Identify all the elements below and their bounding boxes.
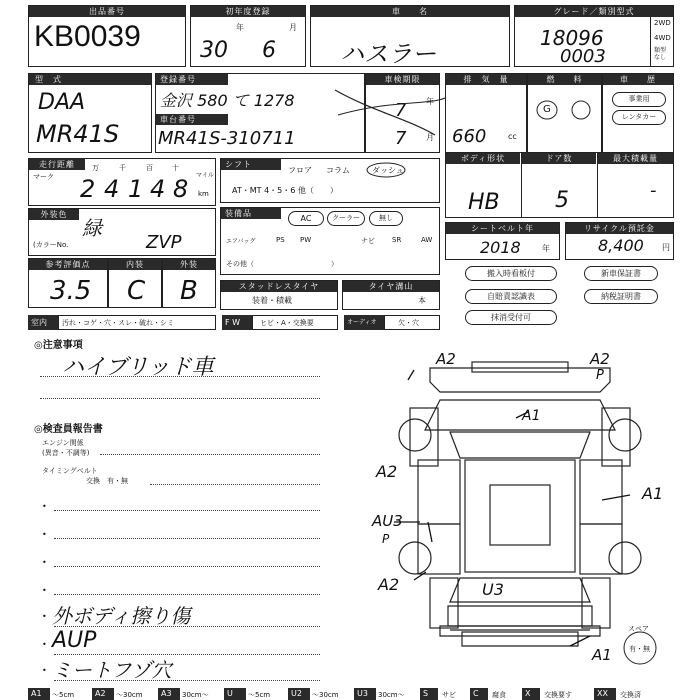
history-label: 車 歴 bbox=[603, 74, 673, 85]
grade-label: グレード／類別型式 bbox=[515, 6, 673, 17]
color-code-label: (カラーNo. bbox=[33, 241, 69, 249]
report-handwritten-2: AUP bbox=[52, 628, 97, 653]
doc-cancel: 抹消受付可 bbox=[465, 310, 557, 325]
spare-label: スペア bbox=[628, 625, 649, 633]
notes-line-2 bbox=[40, 398, 320, 399]
bullet-5: • bbox=[42, 612, 47, 621]
bullet-6: • bbox=[42, 640, 47, 649]
mark-front-right: A2 bbox=[590, 350, 610, 368]
report-line-7 bbox=[54, 680, 320, 681]
lot-number: KB0039 bbox=[34, 20, 141, 53]
mileage-label: 走行距離 bbox=[29, 159, 85, 170]
fw-label: F W bbox=[222, 315, 252, 330]
legend-a2: A2 bbox=[92, 688, 114, 700]
load-label: 最大積載量 bbox=[598, 153, 673, 164]
shift-opt-column: コラム bbox=[326, 166, 350, 175]
legend-u2: U2 bbox=[288, 688, 310, 700]
report-line-3 bbox=[54, 566, 320, 567]
equip-pw: PW bbox=[300, 236, 312, 244]
studless-label: スタッドレスタイヤ bbox=[221, 281, 337, 292]
equip-other: その他（ ） bbox=[226, 260, 338, 268]
legend-a1: A1 bbox=[28, 688, 50, 700]
shift-opt-floor: フロア bbox=[288, 166, 312, 175]
grade-value-1: 18096 bbox=[540, 26, 604, 50]
bullet-3: • bbox=[42, 558, 47, 567]
mileage-unit-km: km bbox=[198, 190, 209, 198]
legend-a2-desc: ～30cm bbox=[116, 691, 143, 699]
color-label: 外装色 bbox=[29, 209, 79, 220]
equip-ac: AC bbox=[288, 211, 324, 226]
mileage-unit-10k: 万 bbox=[92, 164, 99, 172]
grade-value-2: 0003 bbox=[560, 46, 606, 67]
first-reg-year-unit: 年 bbox=[236, 23, 244, 32]
mileage-digit-5: 8 bbox=[173, 175, 189, 203]
bullet-2: • bbox=[42, 530, 47, 539]
history-business: 事業用 bbox=[612, 92, 666, 107]
engine-label: エンジン関係 (異音・不調等) bbox=[42, 439, 90, 457]
reg-label: 登録番号 bbox=[156, 74, 228, 85]
timing-value: 交換 有・無 bbox=[86, 477, 128, 485]
car-name-label: 車 名 bbox=[311, 6, 509, 17]
legend-x-desc: 交換要す bbox=[544, 691, 572, 699]
body-value: HB bbox=[468, 190, 500, 215]
model-label: 型 式 bbox=[29, 74, 151, 85]
notes-title: ◎注意事項 bbox=[34, 340, 83, 351]
equip-aw: AW bbox=[421, 236, 433, 244]
inspection-label: 車検期限 bbox=[366, 74, 439, 85]
legend-xx-desc: 交換済 bbox=[620, 691, 641, 699]
doc-insurance: 自賠責認識表 bbox=[465, 289, 557, 304]
fuel-circle bbox=[534, 98, 560, 122]
interior-notes-label: 室内 bbox=[28, 315, 58, 330]
shift-label: シフト bbox=[221, 159, 281, 170]
report-handwritten-1: 外ボディ擦り傷 bbox=[52, 604, 191, 628]
first-reg-month-unit: 月 bbox=[289, 23, 297, 32]
reg-value: 金沢 580 て 1278 bbox=[160, 91, 295, 110]
car-name-value: ハスラー bbox=[340, 40, 436, 68]
mark-left-door: AU3 bbox=[372, 512, 403, 530]
fuel-label: 燃 料 bbox=[528, 74, 601, 85]
legend-xx: XX bbox=[594, 688, 616, 700]
seatbelt-unit: 年 bbox=[542, 244, 550, 253]
report-handwritten-3: ミートフゾ穴 bbox=[52, 658, 172, 682]
equip-airbag: エアバッグ bbox=[226, 238, 256, 245]
score-value: 3.5 bbox=[50, 276, 92, 306]
mileage-unit-100: 百 bbox=[146, 164, 153, 172]
mark-right-door: A1 bbox=[642, 484, 664, 503]
mark-front-right-p: P bbox=[596, 368, 604, 383]
legend-u3-desc: 30cm～ bbox=[378, 691, 405, 699]
mark-rear-bumper: A1 bbox=[592, 646, 612, 664]
equipment-label: 装備品 bbox=[221, 208, 281, 219]
report-line-4 bbox=[54, 594, 320, 595]
recycle-value: 8,400 bbox=[598, 236, 644, 255]
equip-navi: ナビ bbox=[361, 237, 375, 245]
first-reg-month: 6 bbox=[262, 38, 276, 63]
doc-warranty: 新車保証書 bbox=[584, 266, 658, 281]
legend-x: X bbox=[522, 688, 540, 700]
chassis-value: MR41S-310711 bbox=[158, 128, 296, 149]
mark-hood: A1 bbox=[522, 408, 541, 424]
legend-a3: A3 bbox=[158, 688, 180, 700]
legend-a1-desc: ～5cm bbox=[52, 691, 75, 699]
interior-label: 内装 bbox=[109, 259, 161, 270]
inspection-month-unit: 月 bbox=[426, 133, 434, 142]
doors-value: 5 bbox=[555, 188, 569, 213]
displacement-value: 660 bbox=[452, 126, 487, 147]
legend-s-desc: サビ bbox=[442, 691, 456, 699]
score-label: 参考評価点 bbox=[29, 259, 107, 270]
mileage-unit-1k: 千 bbox=[119, 164, 126, 172]
body-div-1 bbox=[521, 153, 522, 217]
mileage-unit-10: 十 bbox=[172, 164, 179, 172]
displacement-unit: cc bbox=[508, 132, 517, 141]
spare-value: 有・無 bbox=[629, 645, 650, 653]
legend-c: C bbox=[470, 688, 488, 700]
load-value: - bbox=[650, 180, 657, 201]
inspection-strike-mark bbox=[330, 80, 450, 140]
mileage-digit-1: 2 bbox=[80, 175, 96, 203]
shift-opt-dash: ダッシュ bbox=[372, 166, 404, 175]
body-div-2 bbox=[597, 153, 598, 217]
mark-left-door-p: P bbox=[382, 532, 390, 546]
inspection-value-1: 7 bbox=[395, 100, 407, 121]
color-value: 緑 bbox=[82, 216, 102, 240]
doc-tax: 納税証明書 bbox=[584, 289, 658, 304]
recycle-label: リサイクル預託金 bbox=[566, 223, 673, 234]
model-value-1: DAA bbox=[38, 90, 86, 115]
fw-value: ヒビ・A・交換要 bbox=[260, 319, 314, 327]
tire-unit: 本 bbox=[418, 296, 426, 305]
equip-none: 無し bbox=[369, 211, 403, 226]
chassis-label: 車台番号 bbox=[156, 114, 228, 125]
timing-line bbox=[150, 484, 320, 485]
first-reg-year: 30 bbox=[200, 38, 228, 63]
mileage-digit-2: 4 bbox=[104, 175, 120, 203]
notes-value: ハイブリッド車 bbox=[62, 355, 214, 380]
mileage-digit-3: 1 bbox=[128, 175, 144, 203]
legend-u-desc: ～5cm bbox=[248, 691, 271, 699]
grade-2wd: 2WD bbox=[654, 19, 671, 27]
seatbelt-label: シートベルト年 bbox=[446, 223, 559, 234]
equip-ps: PS bbox=[276, 236, 285, 244]
bullet-7: • bbox=[42, 666, 47, 675]
body-label: ボディ形状 bbox=[446, 153, 520, 164]
legend-u2-desc: ～30cm bbox=[312, 691, 339, 699]
engine-line bbox=[100, 454, 320, 455]
legend-s: S bbox=[420, 688, 438, 700]
legend-u: U bbox=[224, 688, 246, 700]
bullet-4: • bbox=[42, 586, 47, 595]
report-line-2 bbox=[54, 538, 320, 539]
inspection-value-2: 7 bbox=[395, 128, 407, 149]
shift-circle bbox=[365, 161, 407, 179]
first-reg-label: 初年度登録 bbox=[191, 6, 305, 17]
mark-front-left: A2 bbox=[436, 350, 456, 368]
mark-rear: U3 bbox=[482, 580, 504, 599]
legend-u3: U3 bbox=[354, 688, 376, 700]
legend-c-desc: 腐食 bbox=[492, 691, 506, 699]
timing-label: タイミングベルト bbox=[42, 467, 98, 475]
exterior-value: B bbox=[180, 276, 198, 306]
grade-none: 類型 なし bbox=[654, 47, 667, 61]
odometer-value: 欠・穴 bbox=[398, 319, 419, 327]
doc-signboard: 搬入時看板付 bbox=[465, 266, 557, 281]
report-title: ◎検査員報告書 bbox=[34, 424, 103, 435]
mileage-unit-mile: マイル bbox=[196, 172, 214, 179]
grade-4wd: 4WD bbox=[654, 34, 671, 42]
report-line-5 bbox=[54, 626, 320, 627]
shift-row2: AT・MT 4・5・6 他（ ） bbox=[232, 186, 338, 195]
model-value-2: MR41S bbox=[36, 120, 120, 148]
report-line-1 bbox=[54, 510, 320, 511]
studless-value: 装着・積載 bbox=[252, 296, 292, 305]
fuel-circle-2 bbox=[568, 98, 594, 122]
lot-label: 出品番号 bbox=[29, 6, 185, 17]
displacement-label: 排 気 量 bbox=[446, 74, 526, 85]
inspection-year-unit: 年 bbox=[426, 97, 434, 106]
exterior-label: 外装 bbox=[163, 259, 215, 270]
bullet-1: • bbox=[42, 502, 47, 511]
mileage-digit-4: 4 bbox=[150, 175, 166, 203]
doors-label: ドア数 bbox=[522, 153, 596, 164]
mark-left-fender: A2 bbox=[376, 462, 398, 481]
tire-label: タイヤ溝山 bbox=[343, 281, 439, 292]
odometer-label: オーディオ bbox=[344, 315, 384, 330]
interior-value: C bbox=[127, 276, 146, 306]
legend-bar bbox=[28, 688, 674, 700]
interior-notes-value: 汚れ・コゲ・穴・スレ・破れ・シミ bbox=[62, 319, 174, 327]
fuel-value: G bbox=[543, 104, 551, 115]
history-rental: レンタカー bbox=[612, 110, 666, 125]
recycle-unit: 円 bbox=[662, 243, 670, 252]
legend-a3-desc: 30cm～ bbox=[182, 691, 209, 699]
equip-sr: SR bbox=[392, 236, 402, 244]
notes-line-1 bbox=[40, 376, 320, 377]
color-code: ZVP bbox=[146, 232, 182, 253]
seatbelt-value: 2018 bbox=[480, 238, 521, 257]
mark-left-rear: A2 bbox=[378, 575, 400, 594]
mileage-mark: マーク bbox=[33, 173, 54, 181]
equip-cooler: クーラー bbox=[327, 211, 365, 226]
grade-divider bbox=[650, 17, 651, 66]
